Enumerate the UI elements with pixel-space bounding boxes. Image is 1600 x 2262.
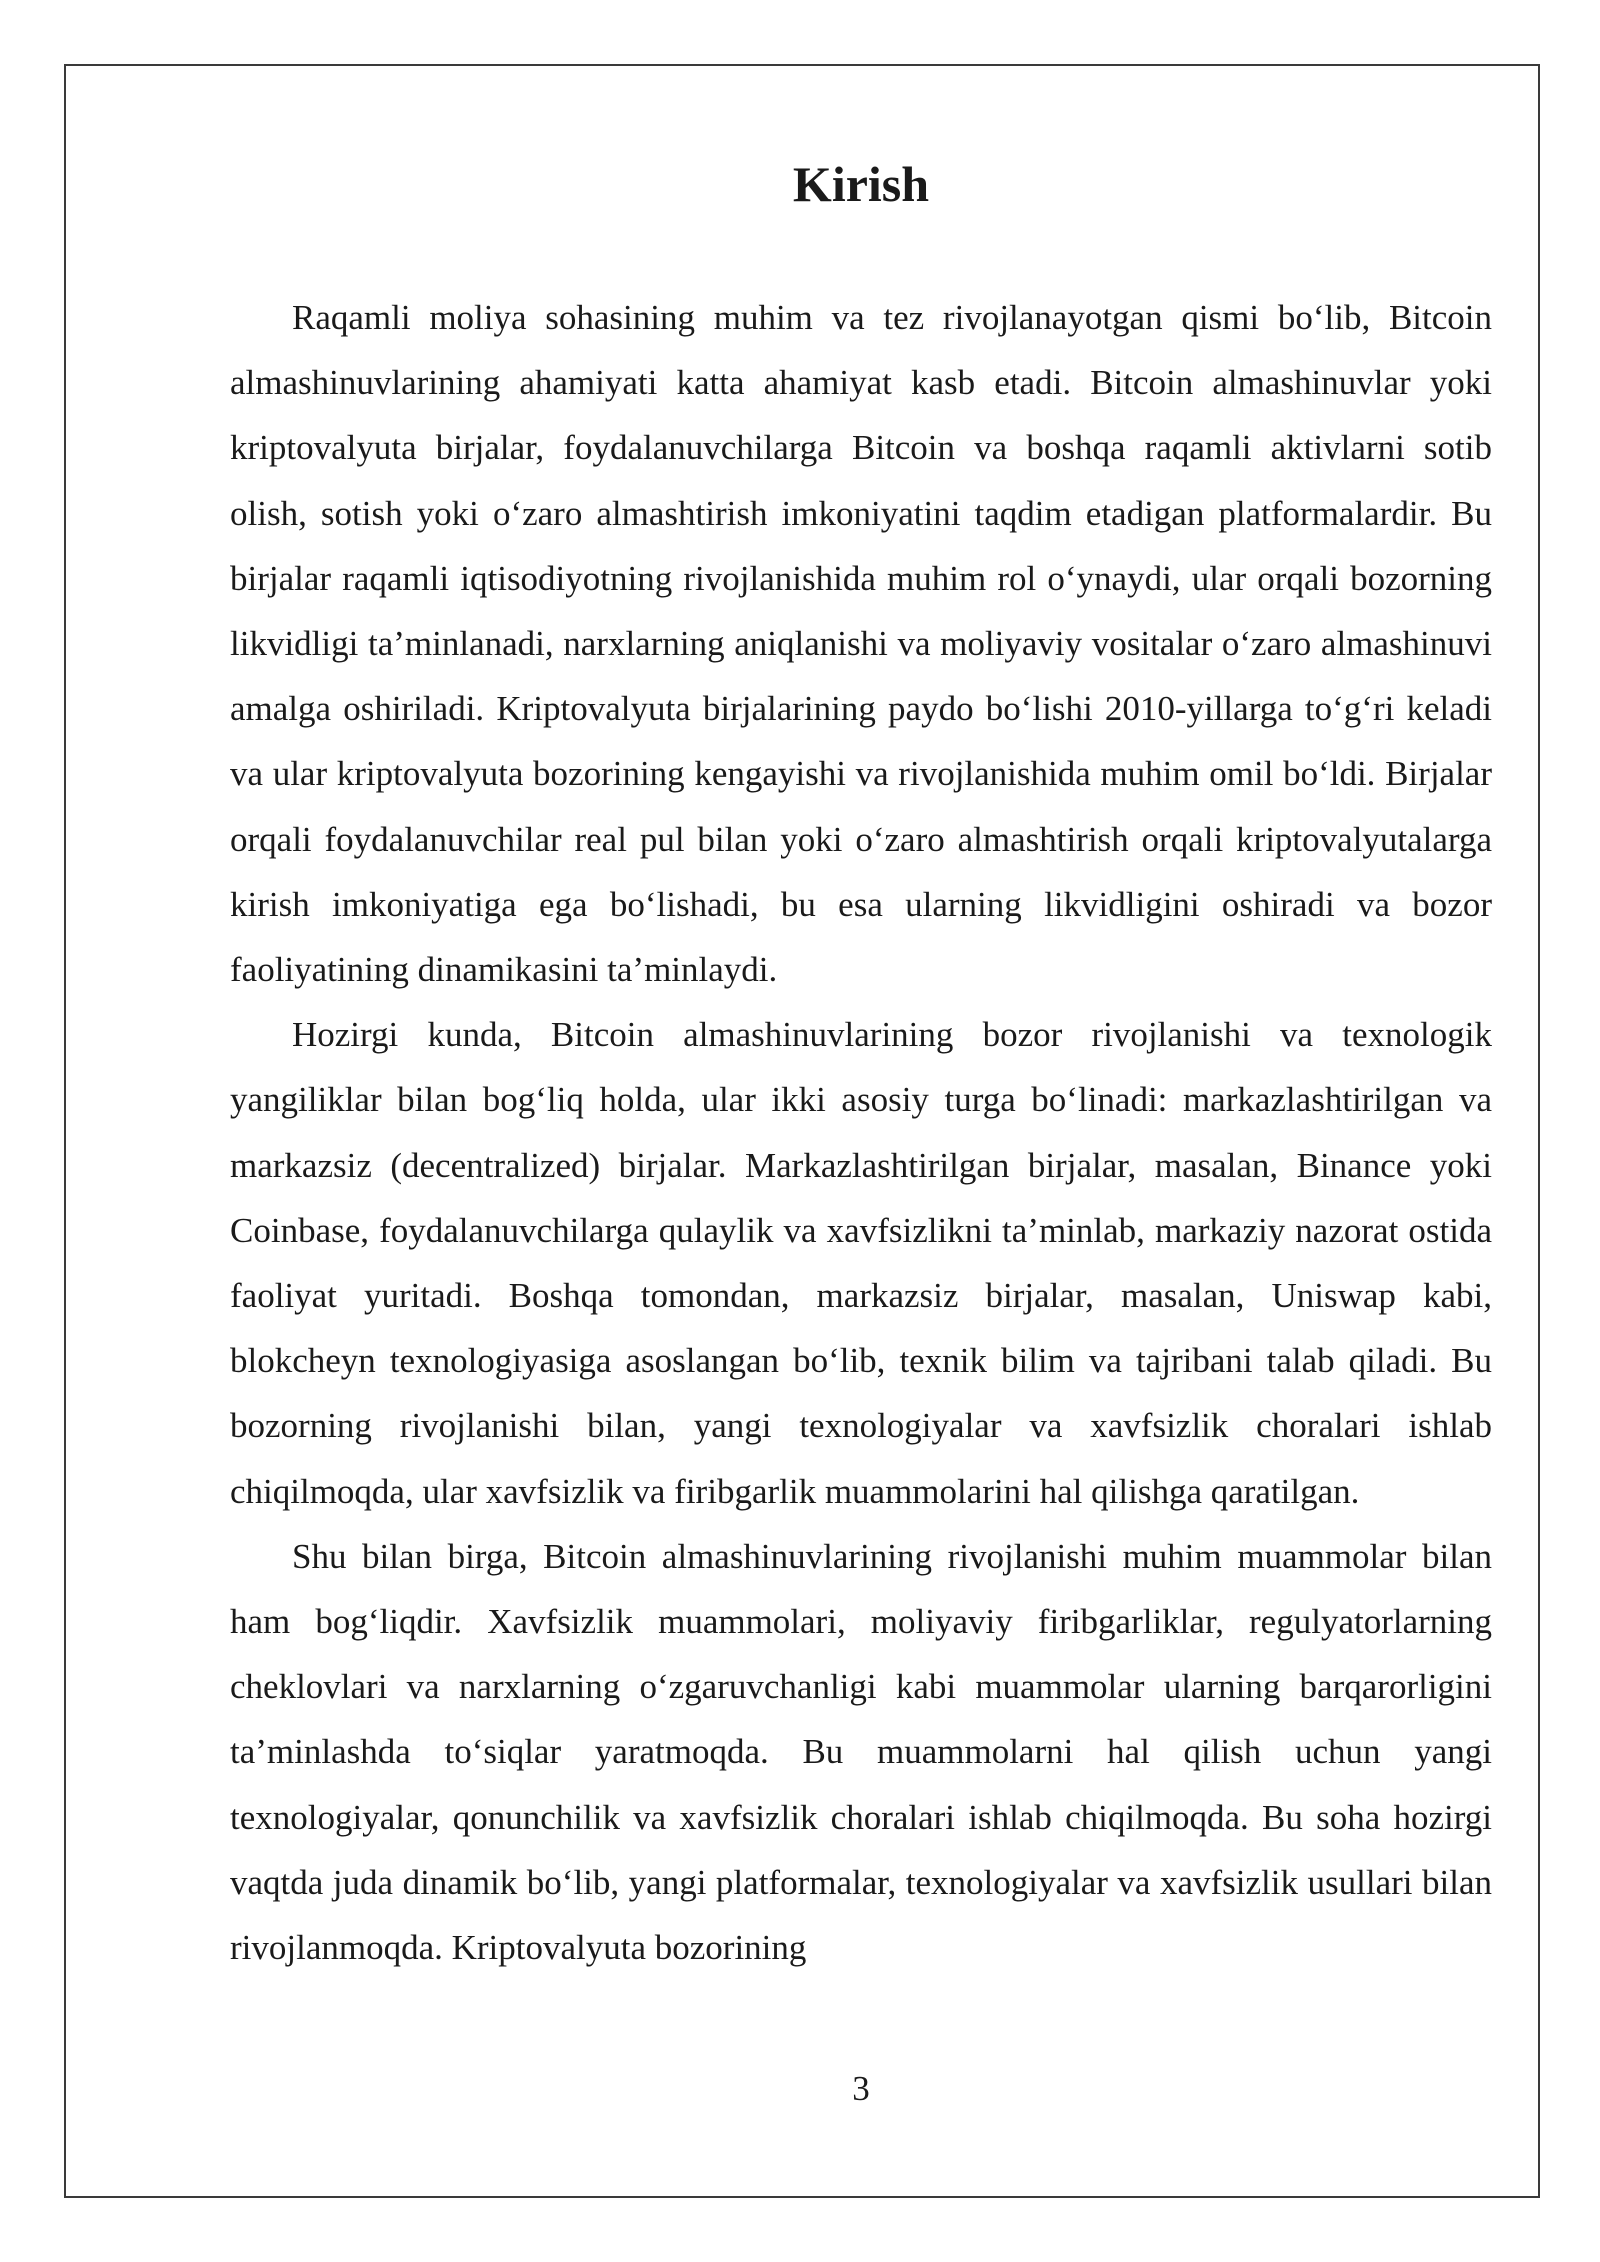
page-number: 3 xyxy=(852,2069,870,2108)
document-body xyxy=(230,285,1492,1980)
paragraph-1: Raqamli moliya sohasining muhim va tez rivojlanayotgan qismi bo‘lib, Bitcoin almashinuvlarining ahamiyati katta ahamiyat kasb etadi. Bitcoin almashinuvlar yoki kriptovalyuta birjalar, foydalanuvchilarga Bitcoin va boshqa raqamli aktivlarni sotib olish, sotish yoki o‘zaro almashtirish imkoniyatini taqdim etadigan platformalardir. Bu birjalar raqamli iqtisodiyotning rivojlanishida muhim rol o‘ynaydi, ular orqali bozorning likvidligi ta’minlanadi, narxlarning aniqlanishi va moliyaviy vositalar o‘zaro almashinuvi amalga oshiriladi. Kriptovalyuta birjalarining paydo bo‘lishi 2010-yillarga to‘g‘ri keladi va ular kriptovalyuta bozorining kengayishi va rivojlanishida muhim omil bo‘ldi. Birjalar orqali foydalanuvchilar real pul bilan yoki o‘zaro almashtirish orqali kriptovalyutalarga kirish imkoniyatiga ega bo‘lishadi, bu esa ularning likvidligini oshiradi va bozor faoliyatining dinamikasini ta’minlaydi. xyxy=(230,298,1492,990)
paragraph-3: Shu bilan birga, Bitcoin almashinuvlarining rivojlanishi muhim muammolar bilan ham bog‘liqdir. Xavfsizlik muammolari, moliyaviy firibgarliklar, regulyatorlarning cheklovlari va narxlarning o‘zgaruvchanligi kabi muammolar ularning barqarorligini ta’minlashda to‘siqlar yaratmoqda. Bu muammolarni hal qilish uchun yangi texnologiyalar, qonunchilik va xavfsizlik choralari ishlab chiqilmoqda. Bu soha hozirgi vaqtda juda dinamik bo‘lib, yangi platformalar, texnologiyalar va xavfsizlik usullari bilan rivojlanmoqda. Kriptovalyuta bozorining xyxy=(230,1536,1492,1968)
page-title: Kirish xyxy=(792,156,930,212)
paragraph-2: Hozirgi kunda, Bitcoin almashinuvlarining bozor rivojlanishi va texnologik yangiliklar bilan bog‘liq holda, ular ikki asosiy turga bo‘linadi: markazlashtirilgan va markazsiz (decentralized) birjalar. Markazlashtirilgan birjalar, masalan, Binance yoki Coinbase, foydalanuvchilarga qulaylik va xavfsizlikni ta’minlab, markaziy nazorat ostida faoliyat yuritadi. Boshqa tomondan, markazsiz birjalar, masalan, Uniswap kabi, blokcheyn texnologiyasiga asoslangan bo‘lib, texnik bilim va tajribani talab qiladi. Bu bozorning rivojlanishi bilan, yangi texnologiyalar va xavfsizlik choralari ishlab chiqilmoqda, ular xavfsizlik va firibgarlik muammolarini hal qilishga qaratilgan. xyxy=(230,1015,1492,1511)
